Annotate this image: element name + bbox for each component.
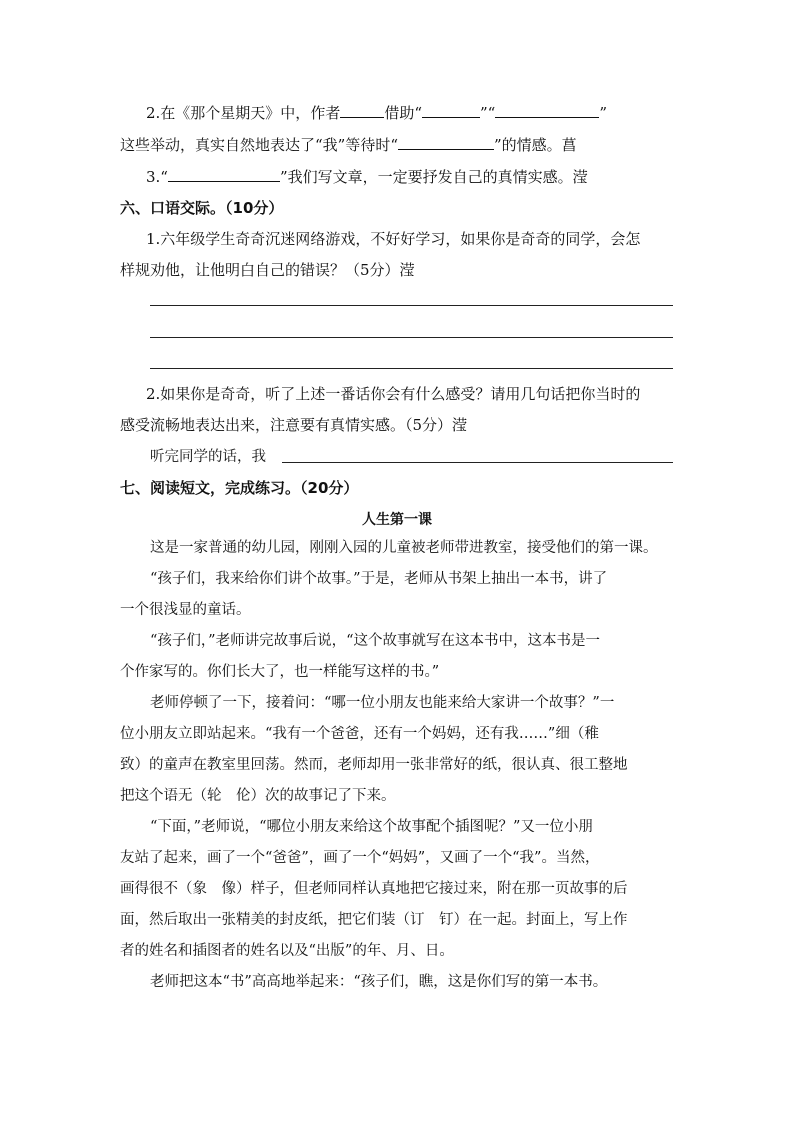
text: ”我们写文章，一定要抒发自己的真情实感。滢 (279, 168, 588, 186)
story-line: 一个很浅显的童话。 (120, 602, 251, 618)
story-line: 老师停顿了一下，接着问：“哪一位小朋友也能来给大家讲一个故事？”一 (150, 695, 615, 711)
text: ” (599, 104, 608, 122)
fill-blank-1[interactable] (340, 102, 384, 118)
fill-blank-5[interactable] (168, 166, 280, 182)
question-6-2-line1: 2.如果你是奇奇，听了上述一番话你会有什么感受？请用几句话把你当时的 (146, 385, 641, 403)
story-line: 个作家写的。你们长大了，也一样能写这样的书。” (120, 664, 440, 680)
question-5-3 (146, 166, 588, 187)
story-line: 位小朋友立即站起来。“我有一个爸爸，还有一个妈妈，还有我……”细（稚 (120, 726, 599, 742)
text: ”的情感。菖 (494, 136, 577, 154)
question-6-1-line2: 样规劝他，让他明白自己的错误？（5分）滢 (120, 261, 415, 279)
text: 这些举动，真实自然地表达了“我”等待时“ (120, 136, 399, 154)
question-6-2-line2: 感受流畅地表达出来，注意要有真情实感。（5分）滢 (120, 416, 468, 434)
story-line: “孩子们，”老师讲完故事后说，“这个故事就写在这本书中，这本书是一 (150, 633, 600, 649)
story-line: 致）的童声在教室里回荡。然而，老师却用一张非常好的纸，很认真、很工整地 (120, 757, 628, 773)
answer-line-3[interactable] (150, 368, 673, 369)
question-5-2-line1 (146, 102, 607, 123)
story-title: 人生第一课 (362, 512, 432, 528)
text: 借助“ (384, 104, 422, 122)
question-5-2-line2 (120, 134, 577, 155)
question-6-1-line1: 1.六年级学生奇奇沉迷网络游戏，不好好学习，如果你是奇奇的同学，会怎 (146, 230, 641, 248)
story-line: “孩子们，我来给你们讲个故事。”于是，老师从书架上抽出一本书，讲了 (150, 571, 608, 587)
story-line: 把这个语无（轮 伦）次的故事记了下来。 (120, 788, 396, 804)
answer-prompt-text: 听完同学的话，我 (150, 449, 266, 465)
text: 3.“ (146, 168, 168, 186)
story-line: “下面，”老师说，“哪位小朋友来给这个故事配个插图呢？”又一位小朋 (150, 819, 593, 835)
answer-line-1[interactable] (150, 305, 673, 306)
section-7-heading: 七、阅读短文，完成练习。（20分） (120, 479, 359, 497)
story-line: 老师把这本“书”高高地举起来：“孩子们，瞧，这是你们写的第一本书。 (150, 974, 608, 990)
story-line: 画得很不（象 像）样子，但老师同样认真地把它接过来，附在那一页故事的后 (120, 881, 628, 897)
story-line: 这是一家普通的幼儿园，刚刚入园的儿童被老师带进教室，接受他们的第一课。 (150, 540, 658, 556)
text: ”“ (480, 104, 496, 122)
fill-blank-4[interactable] (398, 134, 494, 150)
story-line: 者的姓名和插图者的姓名以及“出版”的年、月、日。 (120, 943, 454, 959)
text: 2.在《那个星期天》中，作者 (146, 104, 341, 122)
answer-line-4[interactable] (282, 462, 673, 463)
answer-line-2[interactable] (150, 337, 673, 338)
story-line: 面，然后取出一张精美的封皮纸，把它们装（订 钉）在一起。封面上，写上作 (120, 912, 628, 928)
fill-blank-3[interactable] (495, 102, 599, 118)
section-6-heading: 六、口语交际。（10分） (120, 199, 284, 217)
fill-blank-2[interactable] (422, 102, 480, 118)
story-line: 友站了起来，画了一个“爸爸”，画了一个“妈妈”，又画了一个“我”。当然， (120, 850, 600, 866)
answer-prompt (150, 447, 266, 467)
